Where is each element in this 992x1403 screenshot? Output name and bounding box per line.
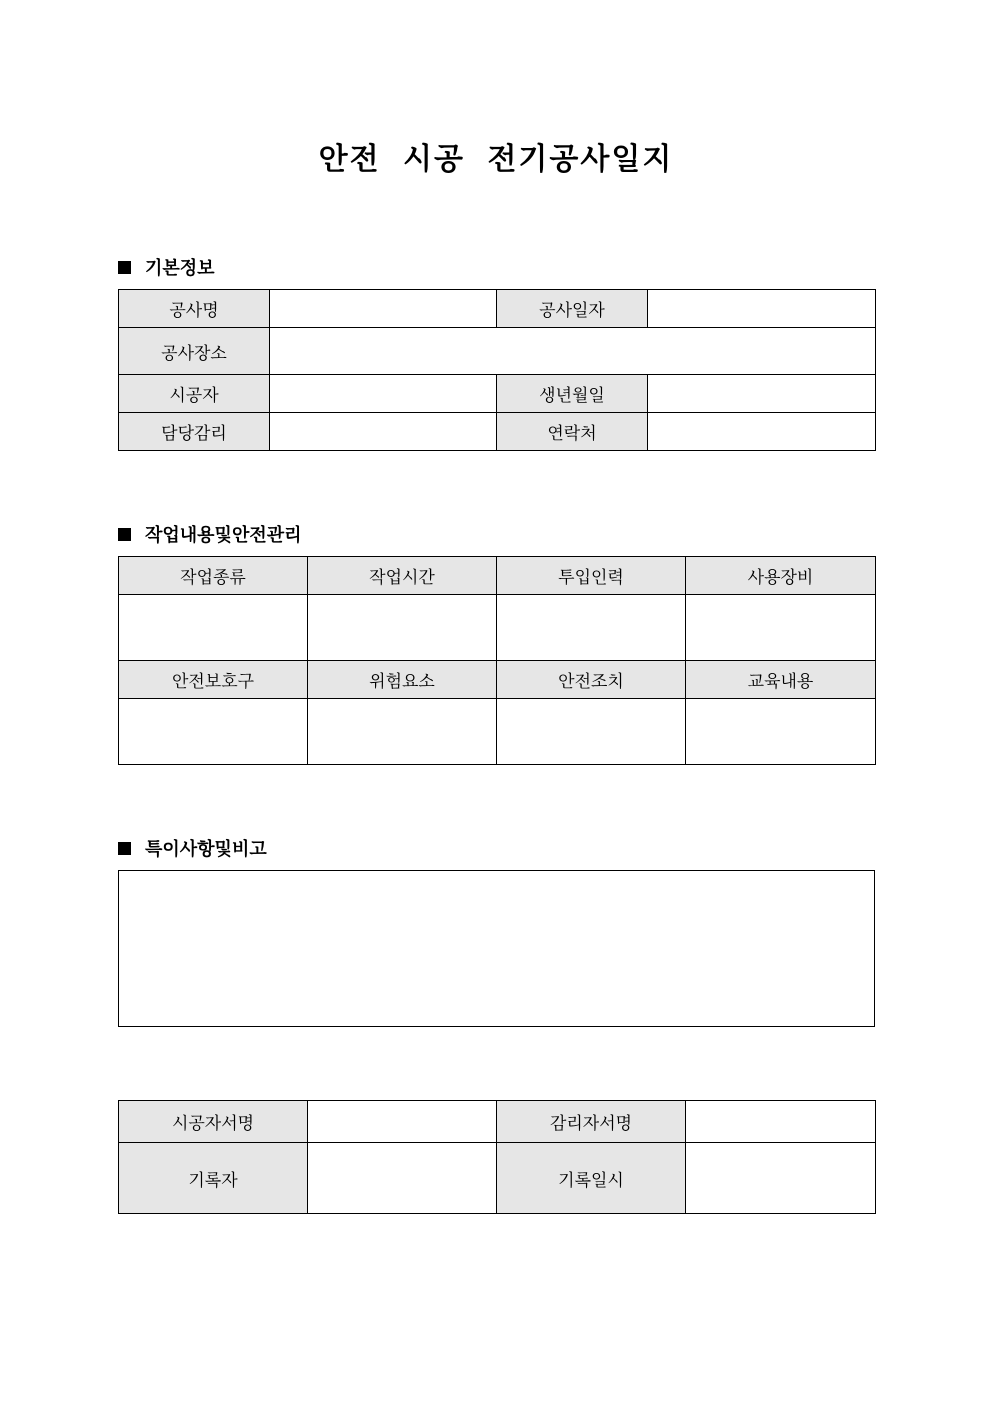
training-field[interactable] [686,699,876,765]
table-row [119,413,876,451]
contractor-signature-field[interactable] [308,1101,497,1143]
supervisor-signature-label: 감리자서명 [497,1101,686,1143]
supervisor-field[interactable] [270,413,497,451]
table-row [119,595,876,661]
section-basic-info-heading [118,254,215,280]
contractor-field[interactable] [270,375,497,413]
hazard-field[interactable] [308,699,497,765]
supervisor-label: 담당감리 [119,413,270,451]
supervisor-signature-field[interactable] [686,1101,876,1143]
page-title: 안전 시공 전기공사일지 [318,142,674,177]
square-bullet-icon [118,842,131,855]
contractor-label: 시공자 [119,375,270,413]
hazard-label: 위험요소 [308,661,497,699]
recorder-label: 기록자 [119,1143,308,1214]
safety-measures-label: 안전조치 [497,661,686,699]
contractor-signature-label: 시공자서명 [119,1101,308,1143]
table-row [119,290,876,328]
contact-label: 연락처 [497,413,648,451]
project-name-field[interactable] [270,290,497,328]
signature-table [118,1100,876,1214]
contact-field[interactable] [648,413,876,451]
table-row [119,375,876,413]
training-label: 교육내용 [686,661,876,699]
safety-measures-field[interactable] [497,699,686,765]
square-bullet-icon [118,261,131,274]
record-datetime-field[interactable] [686,1143,876,1214]
remarks-textarea[interactable] [118,870,875,1027]
project-location-field[interactable] [270,328,876,375]
manpower-label: 투입인력 [497,557,686,595]
recorder-field[interactable] [308,1143,497,1214]
work-hours-field[interactable] [308,595,497,661]
equipment-label: 사용장비 [686,557,876,595]
table-row [119,1101,876,1143]
project-date-label: 공사일자 [497,290,648,328]
birth-date-field[interactable] [648,375,876,413]
table-row [119,661,876,699]
work-safety-table [118,556,876,765]
table-row [119,1143,876,1214]
section-remarks-heading [118,835,267,861]
table-row [119,557,876,595]
safety-gear-label: 안전보호구 [119,661,308,699]
equipment-field[interactable] [686,595,876,661]
work-type-label: 작업종류 [119,557,308,595]
manpower-field[interactable] [497,595,686,661]
basic-info-table [118,289,876,451]
section-work-safety-heading [118,521,302,547]
project-name-label: 공사명 [119,290,270,328]
section-work-safety-label: 작업내용및안전관리 [145,525,302,546]
work-hours-label: 작업시간 [308,557,497,595]
section-remarks-label: 특이사항및비고 [145,839,267,860]
project-location-label: 공사장소 [119,328,270,375]
safety-gear-field[interactable] [119,699,308,765]
record-datetime-label: 기록일시 [497,1143,686,1214]
project-date-field[interactable] [648,290,876,328]
table-row [119,699,876,765]
work-type-field[interactable] [119,595,308,661]
section-basic-info-label: 기본정보 [145,258,215,279]
table-row [119,328,876,375]
birth-date-label: 생년월일 [497,375,648,413]
square-bullet-icon [118,528,131,541]
